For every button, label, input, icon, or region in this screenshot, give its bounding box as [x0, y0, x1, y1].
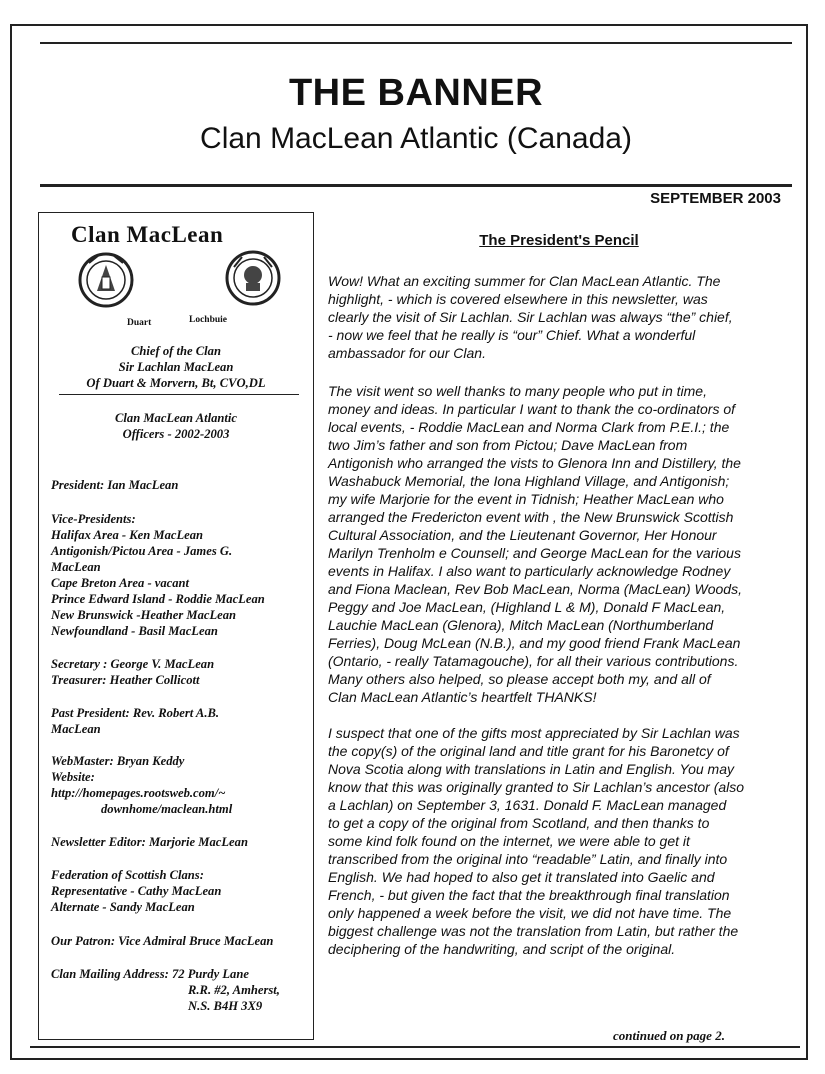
mailing-address: [51, 966, 307, 1014]
article-line: - now we feel that he really is “our” Chief. What a wonderful: [328, 327, 696, 343]
vice-presidents-heading: Vice-Presidents:: [51, 512, 136, 526]
lochbuie-crest-icon: [224, 249, 282, 307]
article-line: arranged the Fredericton event with , the New Brunswick Scottish: [328, 509, 734, 525]
officers-heading-line: Clan MacLean Atlantic: [115, 411, 237, 425]
article-line: local events, - Roddie MacLean and Norma Clark from P.E.I.; the: [328, 419, 730, 435]
chief-line: Chief of the Clan: [131, 344, 221, 358]
federation-entry: [51, 867, 307, 915]
article-line: to get a copy of the original from Scotland, and then thanks to: [328, 815, 710, 831]
website-label: Website:: [51, 770, 95, 784]
webmaster-line: WebMaster: Bryan Keddy: [51, 754, 185, 768]
article-line: and Fiona Maclean, Rev Bob MacLean, Norma (MacLean) Woods,: [328, 581, 742, 597]
article-line: money and ideas. In particular I want to thank the co-ordinators of: [328, 401, 736, 417]
secretary-treasurer: [51, 656, 307, 688]
article-line: ambassador for our Clan.: [328, 345, 486, 361]
mailing-address-line: N.S. B4H 3X9: [188, 999, 263, 1013]
article-line: Marilyn Trenholm e Counsell; and George MacLean for the various: [328, 545, 741, 561]
article-line: two Jim’s father and son from Pictou; Dave MacLean from: [328, 437, 688, 453]
article-line: some kind folk found on the internet, we were able to get it: [328, 833, 690, 849]
duart-crest-icon: [77, 251, 135, 309]
clan-logo-text: Clan MacLean: [71, 222, 224, 247]
bottom-rule: [30, 1046, 800, 1048]
article-line: French, - but given the fact that the breakthrough final translation: [328, 887, 730, 903]
article-line: transcribed from the original into “readable” Latin, and finally into: [328, 851, 728, 867]
vice-president-item: Cape Breton Area - vacant: [51, 576, 190, 590]
article-line: Washabuck Memorial, the Iona Highland Village, and Antigonish;: [328, 473, 730, 489]
article-line: Cultural Association, and the Lieutenant Governor, Her Honour: [328, 527, 717, 543]
federation-line: Federation of Scottish Clans:: [51, 868, 204, 882]
treasurer-entry: Treasurer: Heather Collicott: [51, 673, 200, 687]
chief-block: [39, 343, 313, 391]
article-line: deciphering of the handwriting, and script of the original.: [328, 941, 676, 957]
article-paragraph-1: [328, 272, 790, 362]
webmaster-entry: [51, 753, 307, 817]
article-line: Clan MacLean Atlantic’s heartfelt THANKS!: [328, 689, 597, 705]
article-line: Ferries), Doug McLean (N.B.), and my good friend Frank MacLean: [328, 635, 741, 651]
article-line: events in Halifax. I also want to particularly acknowledge Rodney: [328, 563, 731, 579]
vice-presidents-list: [51, 511, 307, 639]
chief-line: Sir Lachlan MacLean: [118, 360, 234, 374]
article-line: The visit went so well thanks to many people who put in time,: [328, 383, 707, 399]
sidebar-divider: [59, 394, 299, 395]
officers-heading-line: Officers - 2002-2003: [122, 427, 230, 441]
past-president-entry: [51, 705, 307, 737]
crest-label-duart: Duart: [127, 318, 152, 328]
article-line: Antigonish who arranged the vists to Glenora Inn and Distillery, the: [328, 455, 741, 471]
header-rule: [40, 184, 792, 187]
vice-president-item: Halifax Area - Ken MacLean: [51, 528, 204, 542]
article-line: clearly the visit of Sir Lachlan. Sir Lachlan was always “the” chief,: [328, 309, 733, 325]
federation-line: Alternate - Sandy MacLean: [51, 900, 195, 914]
past-president-line: Past President: Rev. Robert A.B.: [51, 706, 220, 720]
article-line: Nova Scotia along with translations in Latin and English. You may: [328, 761, 734, 777]
article-line: English. We had hoped to also get it translated into Gaelic and: [328, 869, 715, 885]
vice-president-item: New Brunswick -Heather MacLean: [51, 608, 237, 622]
article-paragraph-3: [328, 724, 790, 958]
article-line: I suspect that one of the gifts most appreciated by Sir Lachlan was: [328, 725, 740, 741]
newsletter-editor-entry: Newsletter Editor: Marjorie MacLean: [51, 835, 248, 849]
past-president-line: MacLean: [51, 722, 101, 736]
article-line: the copy(s) of the original land and title grant for his Baronetcy of: [328, 743, 729, 759]
article-line: Lauchie MacLean (Glenora), Mitch MacLean (Northumberland: [328, 617, 714, 633]
article-title: The President's Pencil: [479, 232, 639, 249]
chief-line: Of Duart & Morvern, Bt, CVO,DL: [86, 376, 266, 390]
sidebar-box: [38, 212, 314, 1040]
vice-president-item: Antigonish/Pictou Area - James G.: [51, 544, 233, 558]
vice-president-item: Prince Edward Island - Roddie MacLean: [51, 592, 265, 606]
president-entry: President: Ian MacLean: [51, 478, 179, 492]
article-line: a Lachlan) on September 3, 1631. Donald F. MacLean managed: [328, 797, 727, 813]
article-line: highlight, - which is covered elsewhere in this newsletter, was: [328, 291, 708, 307]
newsletter-title: THE BANNER: [288, 72, 544, 114]
article-line: my wife Marjorie for the event in Tidnish; Heather MacLean who: [328, 491, 724, 507]
website-url-continued[interactable]: downhome/maclean.html: [101, 802, 233, 816]
crest-label-lochbuie: Lochbuie: [189, 315, 228, 325]
secretary-entry: Secretary : George V. MacLean: [51, 657, 215, 671]
article-paragraph-2: [328, 382, 790, 706]
mailing-address-line: Clan Mailing Address: 72 Purdy Lane: [51, 967, 249, 981]
article-line: know that this was originally granted to Sir Lachlan’s ancestor (also: [328, 779, 745, 795]
vice-president-item: MacLean: [51, 560, 101, 574]
top-rule: [40, 42, 792, 44]
vice-president-item: Newfoundland - Basil MacLean: [51, 624, 218, 638]
article-line: Peggy and Joe MacLean, (Highland L & M), Donald F MacLean,: [328, 599, 726, 615]
continued-note: continued on page 2.: [613, 1028, 725, 1043]
article-line: Wow! What an exciting summer for Clan MacLean Atlantic. The: [328, 273, 721, 289]
article-line: only happened a week before the visit, we did not have time. The: [328, 905, 732, 921]
issue-date: SEPTEMBER 2003: [650, 190, 781, 207]
patron-entry: Our Patron: Vice Admiral Bruce MacLean: [51, 934, 274, 948]
federation-line: Representative - Cathy MacLean: [51, 884, 222, 898]
officers-heading: [39, 410, 313, 442]
article-line: Many others also helped, so please accept both my, and all of: [328, 671, 711, 687]
newsletter-subtitle: Clan MacLean Atlantic (Canada): [200, 122, 632, 155]
article-line: (Ontario, - really Tatamagouche), for all their various contributions.: [328, 653, 739, 669]
website-url[interactable]: http://homepages.rootsweb.com/~: [51, 786, 226, 800]
mailing-address-line: R.R. #2, Amherst,: [188, 983, 280, 997]
article-line: biggest challenge was not the translation from Latin, but rather the: [328, 923, 739, 939]
